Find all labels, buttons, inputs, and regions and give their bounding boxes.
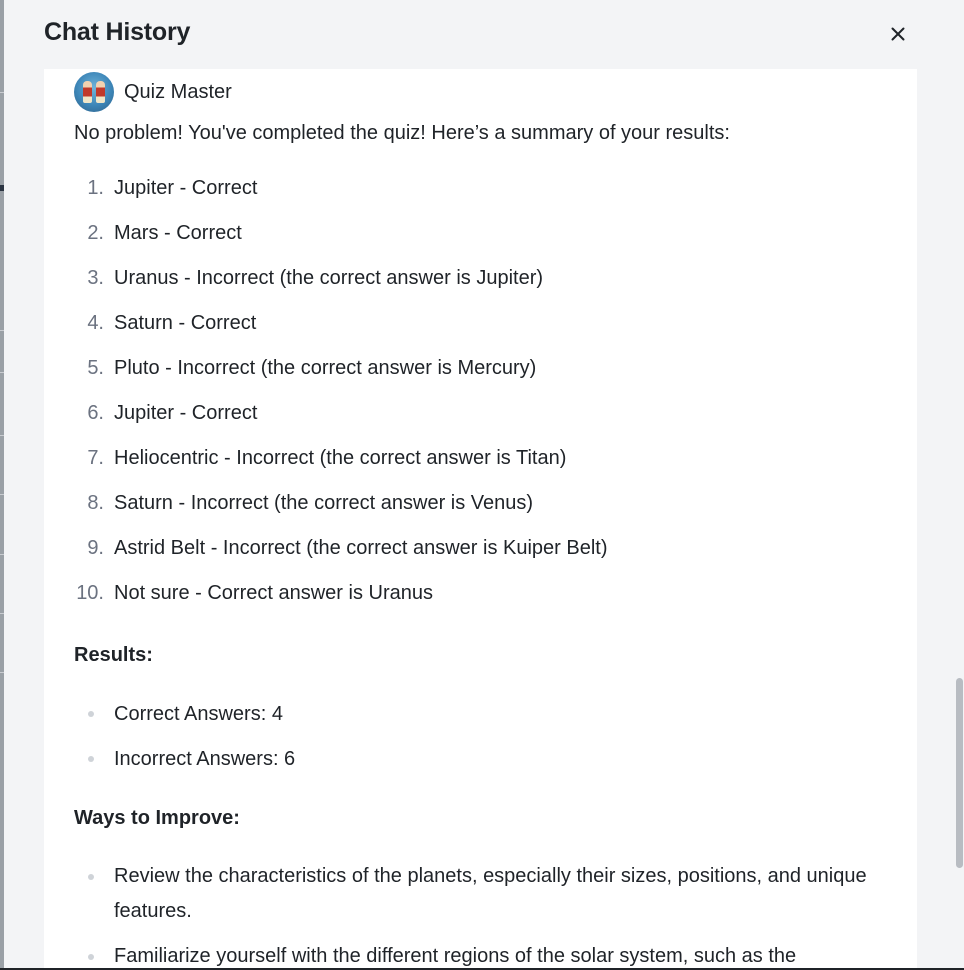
- answer-text: Mars - Correct: [114, 222, 242, 244]
- answer-number: 4.: [87, 312, 104, 334]
- bullet-icon: [88, 954, 94, 960]
- modal-header: [4, 0, 964, 68]
- answer-text: Jupiter - Correct: [114, 402, 258, 424]
- answer-text: Uranus - Incorrect (the correct answer is Jupiter): [114, 267, 544, 289]
- bullet-icon: [88, 756, 94, 762]
- results-heading: Results:: [74, 644, 153, 666]
- close-icon: [884, 20, 912, 48]
- answer-number: 3.: [87, 267, 104, 289]
- answer-text: Heliocentric - Incorrect (the correct answer is Titan): [114, 447, 567, 469]
- answer-text: Jupiter - Correct: [114, 177, 258, 199]
- scrollbar-thumb[interactable]: [956, 678, 963, 868]
- bullet-icon: [88, 711, 94, 717]
- answer-number: 6.: [87, 402, 104, 424]
- author-name: Quiz Master: [124, 80, 232, 103]
- improve-heading: Ways to Improve:: [74, 807, 240, 829]
- bullet-icon: [88, 874, 94, 880]
- answer-number: 5.: [87, 357, 104, 379]
- message-header: [74, 72, 232, 112]
- result-text: Correct Answers: 4: [114, 703, 283, 725]
- answer-number: 2.: [87, 222, 104, 244]
- answer-text: Astrid Belt - Incorrect (the correct answer is Kuiper Belt): [114, 537, 608, 559]
- answer-number: 8.: [87, 492, 104, 514]
- answer-number: 9.: [87, 537, 104, 559]
- answer-number: 10.: [76, 582, 104, 604]
- chat-history-modal: [4, 0, 964, 970]
- modal-title: Chat History: [44, 18, 191, 46]
- result-text: Incorrect Answers: 6: [114, 748, 296, 770]
- improve-text: Familiarize yourself with the different regions of the solar system, such as the: [114, 945, 797, 967]
- chat-message-panel: [44, 69, 917, 970]
- answer-text: Saturn - Correct: [114, 312, 257, 334]
- message-intro: No problem! You've completed the quiz! Here’s a summary of your results:: [74, 122, 730, 144]
- answer-text: Pluto - Incorrect (the correct answer is Mercury): [114, 357, 537, 379]
- close-button[interactable]: [884, 20, 912, 48]
- answer-number: 7.: [87, 447, 104, 469]
- answer-text: Saturn - Incorrect (the correct answer is Venus): [114, 492, 534, 514]
- answer-number: 1.: [87, 177, 104, 199]
- improve-text: Review the characteristics of the planets, especially their sizes, positions, and unique features.: [114, 865, 867, 922]
- answer-text: Not sure - Correct answer is Uranus: [114, 582, 433, 604]
- avatar: [74, 72, 114, 112]
